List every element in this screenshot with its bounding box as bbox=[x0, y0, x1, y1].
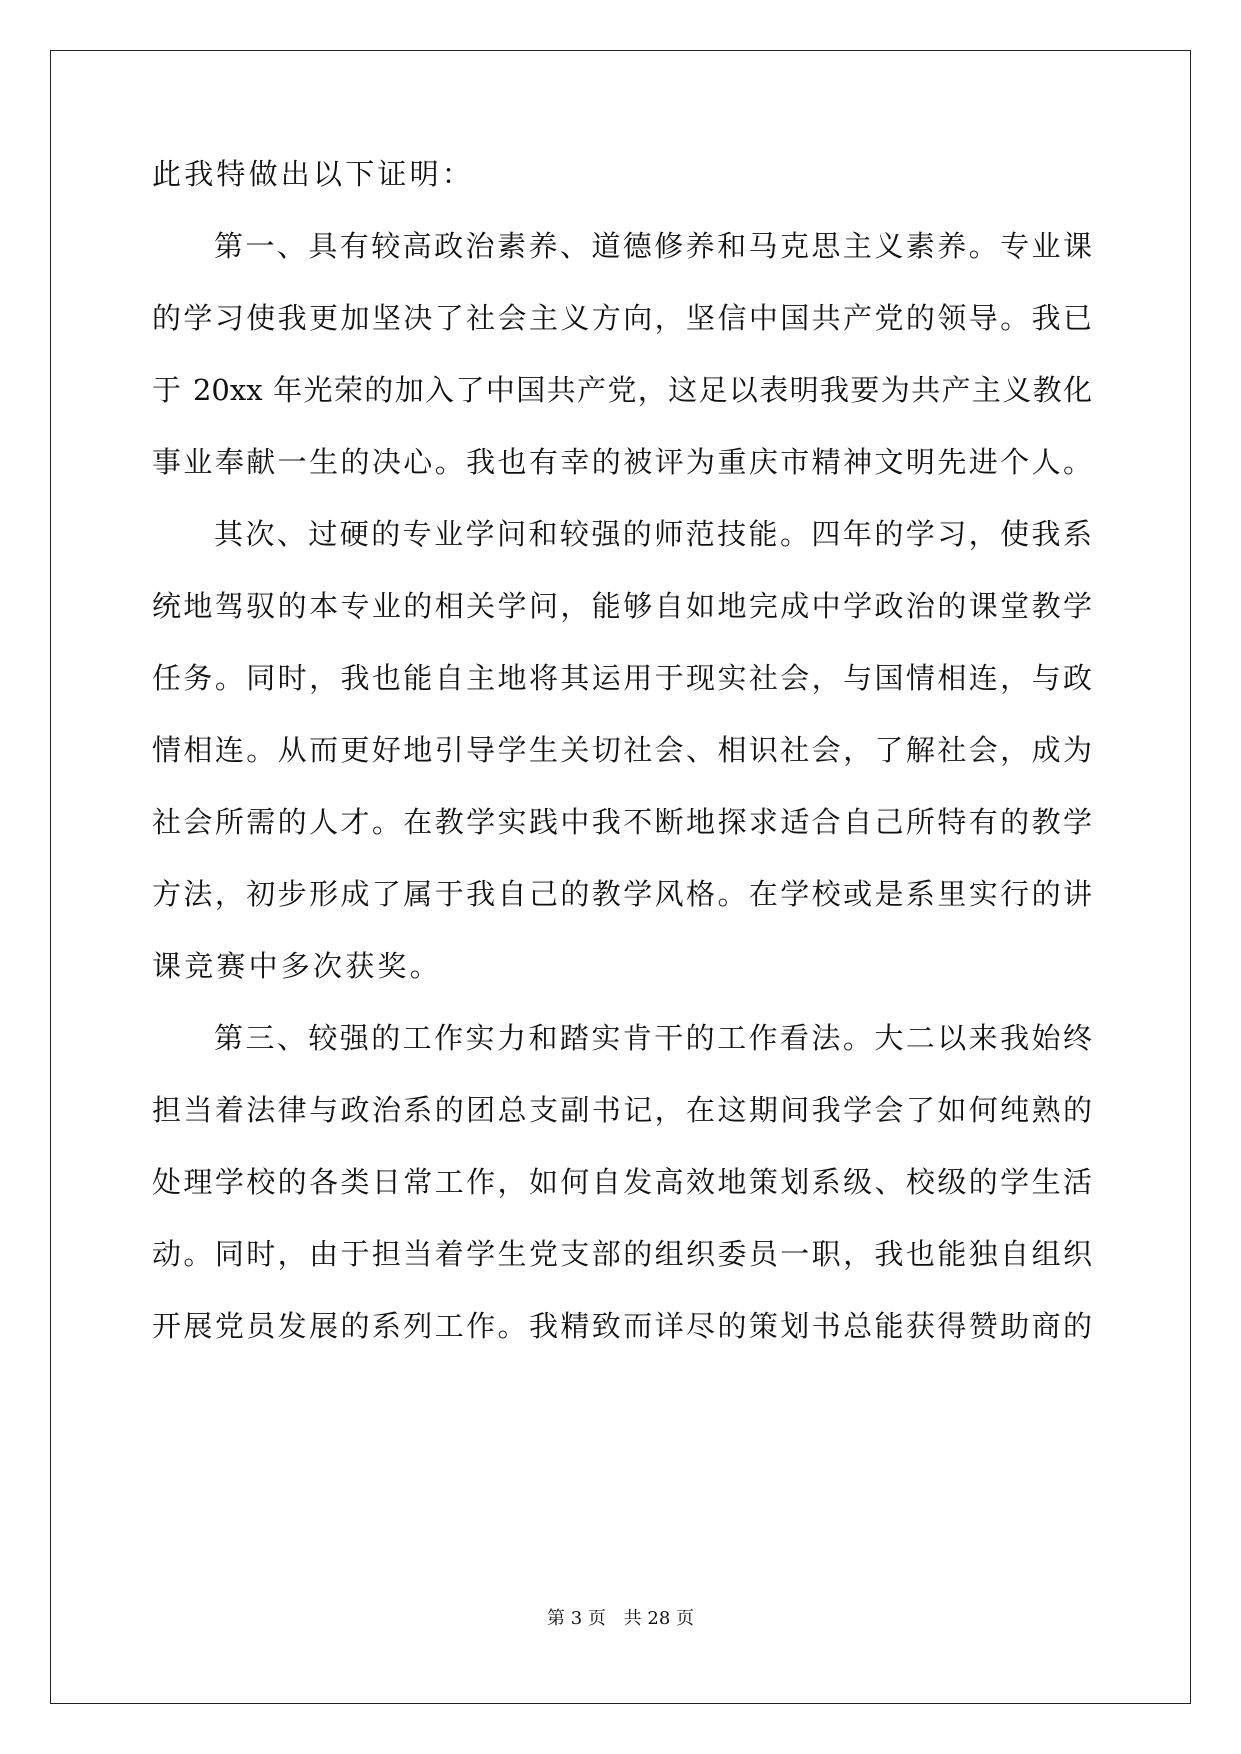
text-line: 的学习使我更加坚决了社会主义方向，坚信中国共产党的领导。我已 bbox=[152, 301, 1092, 335]
text-line: 此我特做出以下证明： bbox=[152, 157, 475, 191]
paragraph-first-line: 第三、较强的工作实力和踏实肯干的工作看法。大二以来我始终 bbox=[214, 1021, 1092, 1055]
text-line: 方法，初步形成了属于我自己的教学风格。在学校或是系里实行的讲 bbox=[152, 877, 1092, 911]
text-line: 担当着法律与政治系的团总支副书记，在这期间我学会了如何纯熟的 bbox=[152, 1093, 1092, 1127]
text-line: 统地驾驭的本专业的相关学问，能够自如地完成中学政治的课堂教学 bbox=[152, 589, 1092, 623]
total-pages: 共 28 页 bbox=[623, 1608, 694, 1629]
text-line: 于 20xx 年光荣的加入了中国共产党，这足以表明我要为共产主义教化 bbox=[152, 373, 1092, 407]
paragraph-first-line: 第一、具有较高政治素养、道德修养和马克思主义素养。专业课 bbox=[214, 229, 1092, 263]
page-number: 第 3 页 bbox=[547, 1608, 606, 1629]
page-footer bbox=[0, 1604, 1241, 1630]
text-line: 处理学校的各类日常工作，如何自发高效地策划系级、校级的学生活 bbox=[152, 1165, 1092, 1199]
text-line: 开展党员发展的系列工作。我精致而详尽的策划书总能获得赞助商的 bbox=[152, 1309, 1092, 1343]
text-line: 动。同时，由于担当着学生党支部的组织委员一职，我也能独自组织 bbox=[152, 1237, 1092, 1271]
paragraph-first-line: 其次、过硬的专业学问和较强的师范技能。四年的学习，使我系 bbox=[214, 517, 1092, 551]
text-line: 事业奉献一生的决心。我也有幸的被评为重庆市精神文明先进个人。 bbox=[152, 445, 1092, 479]
text-line: 任务。同时，我也能自主地将其运用于现实社会，与国情相连，与政 bbox=[152, 661, 1092, 695]
text-line: 课竞赛中多次获奖。 bbox=[152, 949, 442, 983]
text-line: 情相连。从而更好地引导学生关切社会、相识社会，了解社会，成为 bbox=[152, 733, 1092, 767]
text-line: 社会所需的人才。在教学实践中我不断地探求适合自己所特有的教学 bbox=[152, 805, 1092, 839]
